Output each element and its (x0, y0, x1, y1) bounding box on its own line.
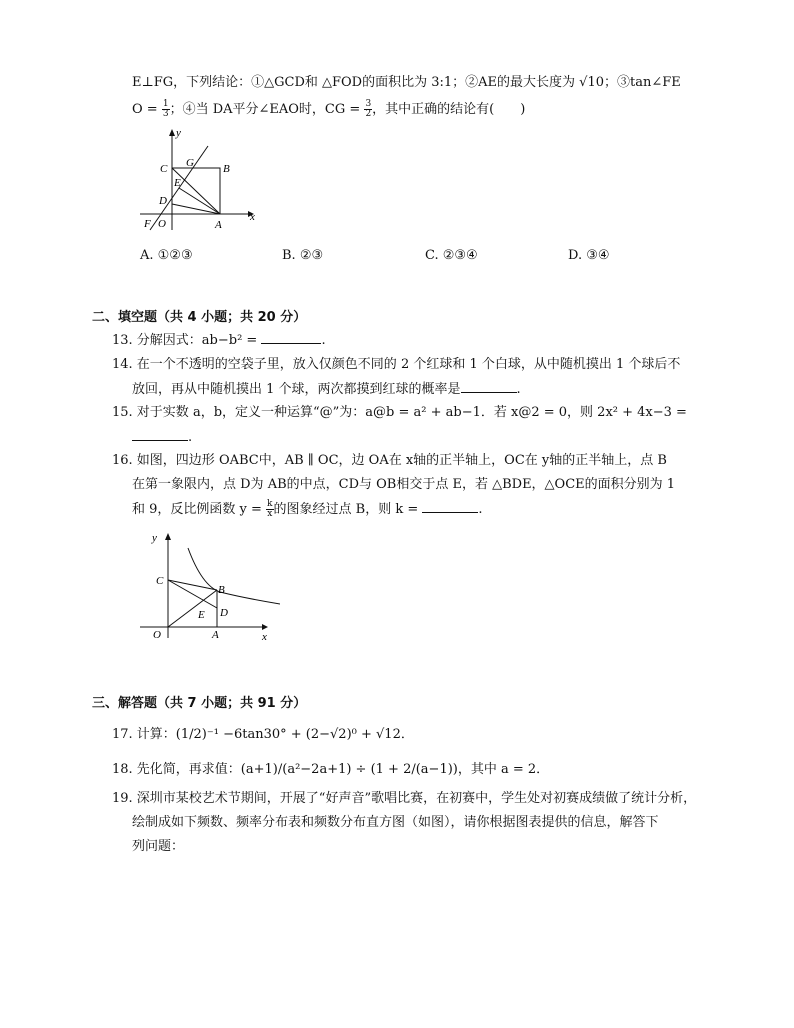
q12-frac1-num: 1 (162, 99, 169, 109)
choice-d[interactable]: D. ③④ (568, 248, 610, 263)
q16-frac-num: k (267, 499, 273, 509)
q15-line-1: 15. 对于实数 a，b，定义一种运算“@”为：a@b = a² + ab−1．若 x@2 = 0，则 2x² + 4x−3 = (112, 405, 687, 420)
q16-label-e: E (198, 609, 205, 621)
q16-label-d: D (220, 607, 228, 619)
q12-label-a: A (215, 219, 222, 231)
q19-line-3: 列问题： (132, 839, 185, 854)
q12-y-arrow (169, 129, 175, 136)
q12-line-1 (132, 74, 681, 92)
q16-line-cd (168, 580, 217, 608)
q17: 17. 计算：(1/2)⁻¹ −6tan30° + (2−√2)⁰ + √12． (112, 727, 414, 742)
q16-label-b: B (218, 584, 225, 596)
q16-label-c: C (156, 575, 164, 587)
q12-text-b: ；③tan∠FE (604, 75, 681, 90)
choice-a[interactable]: A. ①②③ (140, 248, 193, 263)
q12-sqrt: √10 (579, 75, 604, 90)
q12-frac1-den: 3 (162, 109, 169, 119)
q15-answer-blank[interactable] (132, 428, 188, 441)
q16-label-o: O (153, 629, 161, 641)
q12-label-c: C (160, 163, 168, 175)
q12-text-e: ，其中正确的结论有( ) (372, 102, 526, 117)
q12-label-b: B (223, 163, 230, 175)
q12-label-y: y (176, 127, 181, 139)
q16-figure (140, 528, 280, 646)
choice-b[interactable]: B. ②③ (282, 248, 324, 263)
q12-frac2-den: 2 (365, 109, 372, 119)
q14-line-2 (132, 380, 521, 399)
q16-label-a: A (212, 629, 219, 641)
q16-fraction (266, 500, 273, 519)
q18: 18. 先化简，再求值：(a+1)/(a²−2a+1) ÷ (1 + 2/(a−1))，其中 a = 2． (112, 762, 550, 777)
q14-answer-blank[interactable] (461, 380, 517, 393)
q14-end: . (516, 382, 521, 397)
q16-end: . (478, 502, 483, 517)
q13 (112, 331, 326, 350)
q12-label-e: E (174, 177, 181, 189)
q12-label-g: G (186, 157, 194, 169)
choice-c[interactable]: C. ②③④ (425, 248, 478, 263)
q16-y-arrow (165, 533, 171, 540)
q16-x-arrow (262, 624, 268, 630)
q16-line-1: 16. 如图，四边形 OABC中，AB ∥ OC，边 OA在 x轴的正半轴上，OC在 y轴的正半轴上，点 B (112, 453, 667, 468)
q16-text-a: 和 9，反比例函数 y = (132, 502, 267, 517)
q16-line-ob (168, 590, 217, 627)
q16-label-x: x (262, 631, 267, 643)
q12-label-o: O (158, 218, 166, 230)
q19-line-1: 19. 深圳市某校艺术节期间，开展了“好声音”歌唱比赛，在初赛中，学生处对初赛成绩做了统计分析， (112, 791, 697, 806)
q12-figure (136, 126, 266, 236)
q12-label-d: D (159, 195, 167, 207)
section-3-title: 三、解答题（共 7 小题；共 91 分） (92, 696, 307, 711)
q16-hyperbola (188, 548, 280, 604)
q16-line-3 (132, 500, 483, 519)
q12-line-cd (172, 168, 220, 214)
q12-text-c: O = (132, 102, 162, 117)
q15-line-2 (132, 428, 192, 447)
q16-line-2: 在第一象限内，点 D为 AB的中点，CD与 OB相交于点 E，若 △BDE，△OCE的面积分别为 1 (132, 477, 676, 492)
q12-label-x: x (250, 211, 255, 223)
q19-line-2: 绘制成如下频数、频率分布表和频数分布直方图（如图），请你根据图表提供的信息，解答下 (132, 815, 659, 830)
q16-answer-blank[interactable] (422, 500, 478, 513)
q12-text-d: ；④当 DA平分∠EAO时，CG = (169, 102, 365, 117)
q16-text-b: 的图象经过点 B，则 k = (273, 502, 423, 517)
section-2-title: 二、填空题（共 4 小题；共 20 分） (92, 310, 307, 325)
q15-end: . (188, 430, 193, 445)
q13-answer-blank[interactable] (261, 331, 321, 344)
q12-fraction-2 (364, 100, 372, 119)
q16-frac-den: x (267, 509, 273, 519)
q13-text: 13. 分解因式：ab−b² = (112, 333, 262, 348)
q14-text: 放回，再从中随机摸出 1 个球，两次都摸到红球的概率是 (132, 382, 461, 397)
q14-line-1: 14. 在一个不透明的空袋子里，放入仅颜色不同的 2 个红球和 1 个白球，从中随机摸出 1 个球后不 (112, 357, 681, 372)
q12-line-2 (132, 100, 525, 119)
q12-label-f: F (144, 218, 151, 230)
q12-text-a: E⊥FG，下列结论：①△GCD和 △FOD的面积比为 3:1；②AE的最大长度为 (132, 75, 580, 90)
q12-fraction-1 (162, 100, 170, 119)
q16-label-y: y (152, 532, 157, 544)
q12-frac2-num: 3 (365, 99, 372, 109)
q13-end: . (321, 333, 326, 348)
